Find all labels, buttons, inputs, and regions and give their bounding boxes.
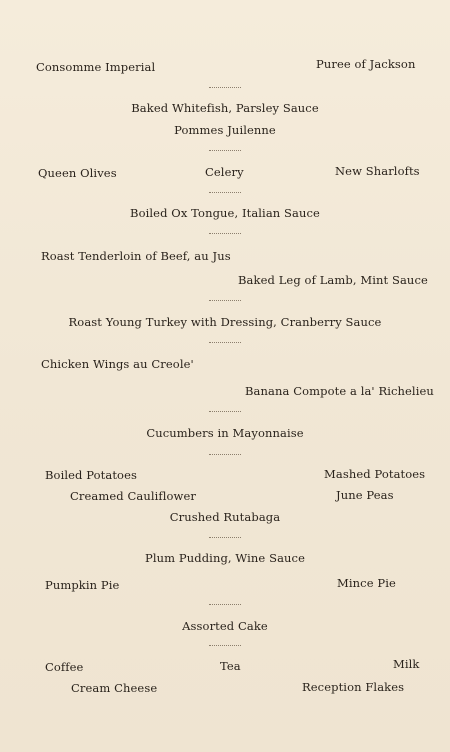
menu-item-puree: Puree of Jackson — [316, 57, 416, 71]
menu-item-pommes: Pommes Juilenne — [174, 123, 276, 137]
menu-item-chicken: Chicken Wings au Creole' — [41, 357, 194, 371]
menu-item-olives: Queen Olives — [38, 166, 117, 180]
menu-item-coffee: Coffee — [45, 660, 84, 674]
divider — [209, 233, 241, 234]
menu-item-consomme: Consomme Imperial — [36, 60, 156, 74]
divider — [209, 300, 241, 301]
menu-item-cauliflower: Creamed Cauliflower — [70, 489, 197, 503]
menu-item-mashed-potatoes: Mashed Potatoes — [324, 467, 426, 481]
menu-item-tenderloin: Roast Tenderloin of Beef, au Jus — [41, 249, 231, 263]
menu-item-peas: June Peas — [336, 488, 394, 502]
menu-item-cream-cheese: Cream Cheese — [71, 681, 158, 695]
divider — [209, 87, 241, 88]
divider — [209, 645, 241, 646]
menu-item-lamb: Baked Leg of Lamb, Mint Sauce — [238, 273, 428, 287]
divider — [209, 537, 241, 538]
menu-item-reception-flakes: Reception Flakes — [302, 680, 405, 694]
menu-item-whitefish: Baked Whitefish, Parsley Sauce — [131, 101, 319, 115]
divider — [209, 454, 241, 455]
menu-item-banana: Banana Compote a la' Richelieu — [245, 384, 434, 398]
divider — [209, 342, 241, 343]
menu-item-pumpkin-pie: Pumpkin Pie — [45, 578, 120, 592]
menu-item-ox-tongue: Boiled Ox Tongue, Italian Sauce — [130, 206, 320, 220]
menu-item-boiled-potatoes: Boiled Potatoes — [45, 468, 137, 482]
menu-item-milk: Milk — [393, 657, 420, 671]
menu-item-cucumbers: Cucumbers in Mayonnaise — [146, 426, 304, 440]
menu-item-celery: Celery — [205, 165, 244, 179]
menu-item-sharlofts: New Sharlofts — [335, 164, 420, 178]
menu-item-mince-pie: Mince Pie — [337, 576, 396, 590]
divider — [209, 411, 241, 412]
menu-item-cake: Assorted Cake — [182, 619, 268, 633]
divider — [209, 604, 241, 605]
divider — [209, 150, 241, 151]
menu-item-rutabaga: Crushed Rutabaga — [169, 510, 281, 524]
menu-item-tea: Tea — [220, 659, 241, 673]
menu-item-turkey: Roast Young Turkey with Dressing, Cranberry Sauce — [68, 315, 382, 329]
divider — [209, 192, 241, 193]
menu-item-plum-pudding: Plum Pudding, Wine Sauce — [145, 551, 305, 565]
